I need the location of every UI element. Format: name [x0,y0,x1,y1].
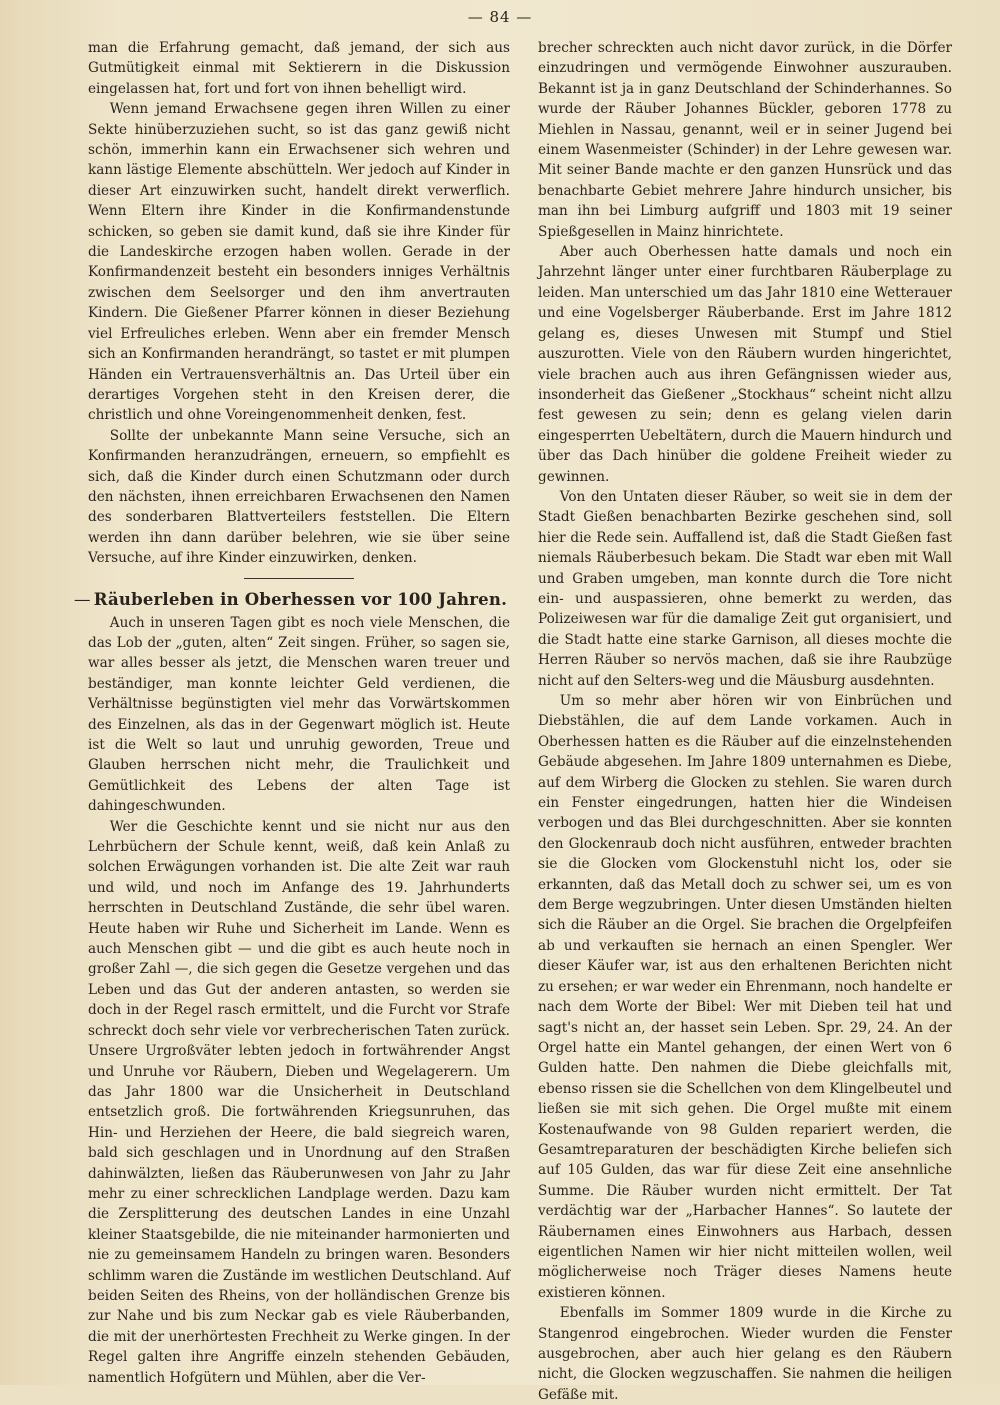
paragraph: man die Erfahrung gemacht, daß jemand, der sich aus Gutmütigkeit einmal mit Sektierern in die Diskussion eingelassen hat, fort und fort von ihnen behelligt wird. [88,40,510,97]
title-dash-ornament: — [74,589,91,609]
paragraph: Um so mehr aber hören wir von Einbrüchen und Diebstählen, die auf dem Lande vorkamen. Auch in Oberhessen hatten es die Räuber auf die einzelnstehenden Gebäude abgesehen. Im Jahre 1809 unternahmen es Diebe, auf dem Wirberg die Glocken zu stehlen. Sie waren durch ein Fenster eingedrungen, hatten hier die Windeisen verbogen und das Blei durchgeschnitten. Aber sie konnten den Glockenraub doch nicht ausführen, entweder brachten sie die Glocken vom Glockenstuhl nicht los, oder sie erkannten, daß das Metall doch zu schwer sei, um es von dem Berge wegzubringen. Unter diesen Umständen hielten sich die Räuber an die Orgel. Sie brachen die Orgelpfeifen ab und verkauften sie hernach an einen Spengler. Wer dieser Käufer war, ist aus den erhaltenen Berichten nicht zu ersehen; er war weder ein Ehrenmann, noch handelte er nach dem Worte der Bibel: Wer mit Dieben teil hat und sagt's nicht an, der hasset sein Leben. Spr. 29, 24. An der Orgel hatte ein Mantel gehangen, der einen Wert von 6 Gulden hatte. Den nahmen die Diebe gleichfalls mit, ebenso rissen sie die Schellchen von dem Klingelbeutel und ließen sie mit sich gehen. Die Orgel mußte mit einem Kostenaufwande von 98 Gulden repariert werden, die Gesamtreparaturen der beschädigten Kirche beliefen sich auf 105 Gulden, das war für diese Zeit eine ansehnliche Summe. Die Räuber wurden nicht ermittelt. Der Tat verdächtig war der „Harbacher Hannes“. So lautete der Räubernamen eines Einwohners aus Harbach, dessen eigentlichen Namen wir hier nicht mitteilen wollen, weil möglicherweise noch Träger dieses Namens heute existieren können. [538,693,952,1301]
article-title-text: Räuberleben in Oberhessen vor 100 Jahren. [93,589,508,609]
left-column [74,38,511,1388]
paragraph: Sollte der unbekannte Mann seine Versuche, sich an Konfirmanden heranzudrängen, erneuern, so empfiehlt es sich, daß die Kinder durch einen Schutzmann oder durch den nächsten, ihnen erreichbaren Erwachsenen den Namen des sonderbaren Blattverteilers feststellen. Die Eltern werden ihn dann darüber belehren, wie sie über seine Versuche, auf ihre Kinder einzuwirken, denken. [88,427,510,567]
paragraph: Wer die Geschichte kennt und sie nicht nur aus den Lehrbüchern der Schule kennt, weiß, daß kein Anlaß zu solchen Erwägungen vorhanden ist. Die alte Zeit war rauh und wild, und noch im Anfange des 19. Jahrhunderts herrschten in Deutschland Zustände, die sehr übel waren. Heute haben wir Ruhe und Sicherheit im Lande. Wenn es auch Menschen gibt — und die gibt es auch heute noch in großer Zahl —, die sich gegen die Gesetze vergehen und das Leben und das Gut der anderen antasten, so werden sie doch in der Regel rasch ermittelt, und die Furcht vor Strafe schreckt doch sehr viele vor verbrecherischen Taten zurück. Unsere Urgroßväter lebten jedoch in fortwährender Angst und Unruhe vor Räubern, Dieben und Wegelagerern. Um das Jahr 1800 war die Unsicherheit in Deutschland entsetzlich groß. Die fortwährenden Kriegsunruhen, das Hin- und Herziehen der Heere, die bald siegreich waren, bald sich geschlagen und in Unordnung auf den Straßen dahinwälzten, ließen das Räuberunwesen von Jahr zu Jahr mehr zu einer schrecklichen Landplage werden. Dazu kam die Zersplitterung des deutschen Landes in eine Unzahl kleiner Staatsgebilde, die nie miteinander harmonierten und nie zu gemeinsamem Handeln zu bringen waren. Besonders schlimm waren die Zustände im westlichen Deutschland. Auf beiden Seiten des Rheins, von der holländischen Grenze bis zur Nahe und bis zum Neckar gab es viele Räuberbanden, die mit der unerhörtesten Frechheit zu Werke gingen. In der Regel galten ihre Angriffe einzeln stehenden Gebäuden, namentlich Hofgütern und Mühlen, aber die Ver- [88,818,511,1386]
article-title [74,589,510,611]
paragraph: brecher schreckten auch nicht davor zurück, in die Dörfer einzudringen und vermögende Einwohner auszurauben. Bekannt ist ja in ganz Deutschland der Schinderhannes. So wurde der Räuber Johannes Bückler, geboren 1778 zu Miehlen in Nassau, genannt, weil er in seiner Jugend bei einem Wasenmeister (Schinder) in der Lehre gewesen war. Mit seiner Bande machte er den ganzen Hunsrück und das benachbarte Gebiet mehrere Jahre hindurch unsicher, bis man ihn bei Limburg aufgriff und 1803 mit 19 seiner Spießgesellen in Mainz hinrichtete. [538,40,952,240]
paragraph: Wenn jemand Erwachsene gegen ihren Willen zu einer Sekte hinüberzuziehen sucht, so ist das ganz gewiß nicht schön, immerhin kann ein Erwachsener sich wehren und kann lästige Elemente abschütteln. Wer jedoch auf Kinder in dieser Art einzuwirken sucht, handelt direkt verwerflich. Wenn Eltern ihre Kinder in die Konfirmandenstunde schicken, so geben sie damit kund, daß sie ihre Kinder für die Landeskirche erzogen haben wollen. Gerade in der Konfirmandenzeit besteht ein besonders inniges Verhältnis zwischen dem Seelsorger und den ihm anvertrauten Kindern. Die Gießener Pfarrer können in dieser Beziehung viel Erfreuliches erleben. Wenn aber ein fremder Mensch sich an Konfirmanden herandrängt, so tastet er mit plumpen Händen ein Vertrauensverhältnis an. Das Urteil über ein derartiges Vorgehen steht in den Kreisen derer, die christlich und ohne Voreingenommenheit denken, fest. [88,101,510,424]
paragraph: Ebenfalls im Sommer 1809 wurde in die Kirche zu Stangenrod eingebrochen. Wieder wurden die Fenster ausgebrochen, aber auch hier gelang es den Räubern nicht, die Glocken wegzuschaffen. Sie nahmen die heiligen Gefäße mit. [538,1305,952,1403]
right-column [538,38,952,1405]
section-divider [244,578,354,579]
paragraph: Aber auch Oberhessen hatte damals und noch ein Jahrzehnt länger unter einer furchtbaren Räuberplage zu leiden. Man unterschied um das Jahr 1810 eine Wetterauer und eine Vogelsberger Räuberbande. Erst im Jahre 1812 gelang es, dieses Unwesen mit Stumpf und Stiel auszurotten. Viele von den Räubern wurden hingerichtet, viele brachen auch aus ihren Gefängnissen wieder aus, insonderheit das Gießener „Stockhaus“ scheint nicht allzu fest gewesen zu sein; denn es gelang vielen darin eingesperrten Uebeltätern, durch die Mauern hindurch und über das Dach hinüber die goldene Freiheit wieder zu gewinnen. [538,244,952,485]
page-number: — 84 — [467,8,533,26]
paragraph: Von den Untaten dieser Räuber, so weit sie in dem der Stadt Gießen benachbarten Bezirke geschehen sind, soll hier die Rede sein. Auffallend ist, daß die Stadt Gießen fast niemals Räuberbesuch bekam. Die Stadt war eben mit Wall und Graben umgeben, man konnte durch die Tore nicht ein- und auspassieren, ohne bemerkt zu werden, das Polizeiwesen war für die damalige Zeit gut organisiert, und die Stadt hatte eine starke Garnison, all dieses mochte die Herren Räuber so nervös machen, daß sie ihre Raubzüge nicht auf den Selters-weg und die Mäusburg ausdehnten. [538,488,952,689]
paragraph: Auch in unseren Tagen gibt es noch viele Menschen, die das Lob der „guten, alten“ Zeit singen. Früher, so sagen sie, war alles besser als jetzt, die Menschen waren treuer und beständiger, man konnte leichter Geld verdienen, die Verhältnisse begünstigten viel mehr das Vorwärtskommen des Einzelnen, als das in der Gegenwart möglich ist. Heute ist die Welt so laut und unruhig geworden, Treue und Glauben herrschen nicht mehr, die Traulichkeit und Gemütlichkeit des Lebens der alten Tage ist dahingeschwunden. [88,614,510,815]
